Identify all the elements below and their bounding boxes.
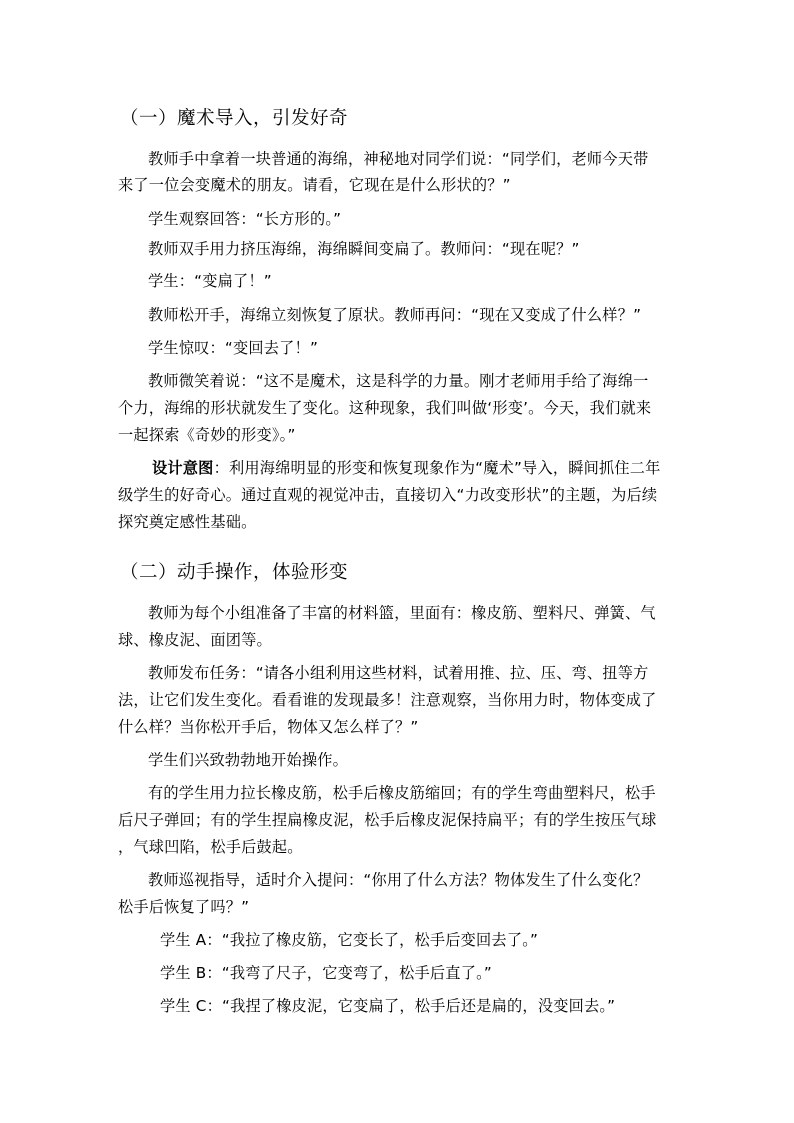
paragraph-line: 来了一位会变魔术的朋友。请看，它现在是什么形状的？”	[118, 176, 511, 194]
paragraph-line: 个力，海绵的形状就发生了变化。这种现象，我们叫做‘形变’。今天，我们就来	[118, 399, 652, 417]
paragraph-line: 教师为每个小组准备了丰富的材料篮，里面有：橡皮筋、塑料尺、弹簧、气	[148, 604, 656, 622]
paragraph-line: 教师松开手，海绵立刻恢复了原状。教师再问：“现在又变成了什么样？”	[148, 306, 642, 324]
paragraph-line: 什么样？当你松开手后，物体又怎么样了？”	[118, 718, 419, 736]
paragraph-line: 法，让它们发生变化。看看谁的发现最多！注意观察，当你用力时，物体变成了	[118, 691, 657, 709]
paragraph-line: 学生惊叹：“变回去了！”	[148, 339, 319, 357]
paragraph-line: 教师巡视指导，适时介入提问：“你用了什么方法？物体发生了什么变化？	[148, 871, 649, 889]
design-intent-text: ：利用海绵明显的形变和恢复现象作为“魔术”导入，瞬间抓住二年	[213, 459, 661, 477]
design-intent-label: 设计意图	[152, 459, 214, 477]
design-intent-line	[152, 457, 661, 478]
section-heading-1: （一）魔术导入，引发好奇	[120, 108, 349, 129]
paragraph-line: 教师手中拿着一块普通的海绵，神秘地对同学们说：“同学们，老师今天带	[148, 150, 649, 168]
paragraph-line: 一起探索《奇妙的形变》。”	[118, 426, 296, 444]
paragraph-line: 学生们兴致勃勃地开始操作。	[148, 751, 349, 769]
paragraph-line: 球、橡皮泥、面团等。	[118, 631, 272, 649]
section-heading-2: （二）动手操作，体验形变	[120, 562, 349, 583]
paragraph-line: 级学生的好奇心。通过直观的视觉冲击，直接切入“力改变形状”的主题，为后续	[118, 486, 658, 504]
student-response-line: 学生 B：“我弯了尺子，它变弯了，松手后直了。”	[160, 964, 492, 982]
paragraph-line: 教师双手用力挤压海绵，海绵瞬间变扁了。教师问：“现在呢？”	[148, 240, 580, 258]
paragraph-line: 探究奠定感性基础。	[118, 513, 257, 531]
paragraph-line: 学生观察回答：“长方形的。”	[148, 210, 342, 228]
paragraph-line: 后尺子弹回；有的学生捏扁橡皮泥，松手后橡皮泥保持扁平；有的学生按压气球	[118, 811, 657, 829]
paragraph-line: 教师发布任务：“请各小组利用这些材料，试着用推、拉、压、弯、扭等方	[148, 664, 649, 682]
paragraph-line: ，气球凹陷，松手后鼓起。	[118, 838, 303, 856]
paragraph-line: 有的学生用力拉长橡皮筋，松手后橡皮筋缩回；有的学生弯曲塑料尺，松手	[148, 784, 656, 802]
paragraph-line: 学生：“变扁了！”	[148, 272, 272, 290]
paragraph-line: 教师微笑着说：“这不是魔术，这是科学的力量。刚才老师用手给了海绵一	[148, 372, 649, 390]
student-response-line: 学生 A：“我拉了橡皮筋，它变长了，松手后变回去了。”	[160, 931, 539, 949]
paragraph-line: 松手后恢复了吗？”	[118, 898, 250, 916]
student-response-line: 学生 C：“我捏了橡皮泥，它变扁了，松手后还是扁的，没变回去。”	[160, 997, 616, 1015]
